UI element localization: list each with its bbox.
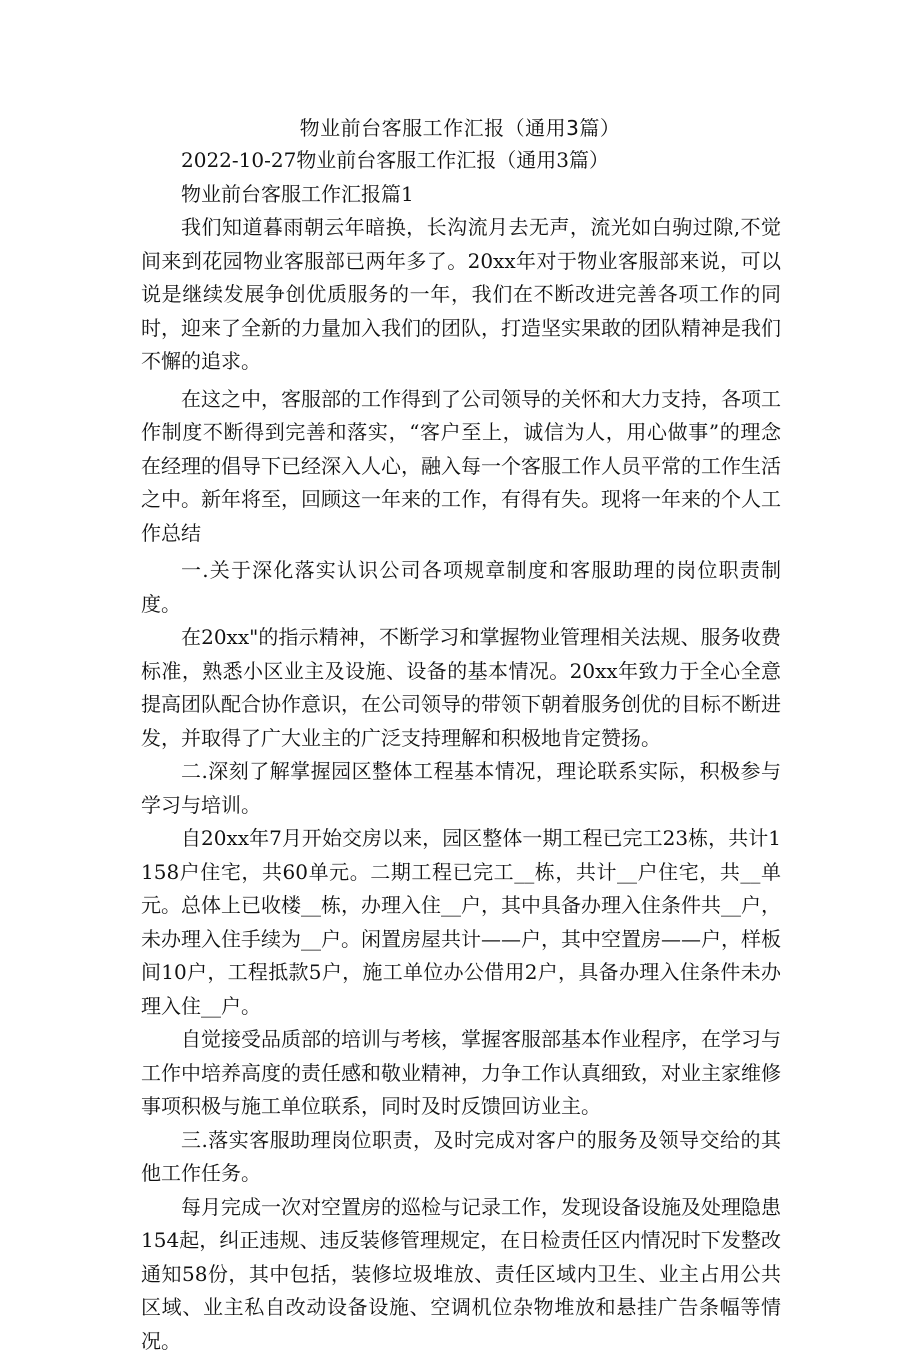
paragraph: 在20xx"的指示精神，不断学习和掌握物业管理相关法规、服务收费标准，熟悉小区业主及设施、设备的基本情况。20xx年致力于全心全意提高团队配合协作意识，在公司领导的带领下朝着服务创优的目标不断进发，并取得了广大业主的广泛支持理解和积极地肯定赞扬。: [141, 621, 781, 755]
section-heading: 二.深刻了解掌握园区整体工程基本情况，理论联系实际，积极参与学习与培训。: [141, 755, 781, 822]
document-body: [141, 144, 781, 1358]
paragraph: 每月完成一次对空置房的巡检与记录工作，发现设备设施及处理隐患154起，纠正违规、违反装修管理规定，在日检责任区内情况时下发整改通知58份，其中包括，装修垃圾堆放、责任区域内卫生、业主占用公共区域、业主私自改动设备设施、空调机位杂物堆放和悬挂广告条幅等情况。: [141, 1191, 781, 1358]
paragraph: 自20xx年7月开始交房以来，园区整体一期工程已完工23栋，共计1158户住宅，共60单元。二期工程已完工__栋，共计__户住宅，共__单元。总体上已收楼__栋，办理入住__户，其中具备办理入住条件共__户，未办理入住手续为__户。闲置房屋共计——户，其中空置房——户，样板间10户，工程抵款5户，施工单位办公借用2户，具备办理入住条件未办理入住__户。: [141, 822, 781, 1023]
paragraph: 在这之中，客服部的工作得到了公司领导的关怀和大力支持，各项工作制度不断得到完善和落实，“客户至上，诚信为人，用心做事”的理念在经理的倡导下已经深入人心，融入每一个客服工作人员平常的工作生活之中。新年将至，回顾这一年来的工作，有得有失。现将一年来的个人工作总结: [141, 383, 781, 551]
meta-line: 2022-10-27物业前台客服工作汇报（通用3篇）: [141, 144, 781, 178]
paragraph: 我们知道暮雨朝云年暗换，长沟流月去无声，流光如白驹过隙,不觉间来到花园物业客服部已两年多了。20xx年对于物业客服部来说，可以说是继续发展争创优质服务的一年，我们在不断改进完善各项工作的同时，迎来了全新的力量加入我们的团队，打造坚实果敢的团队精神是我们不懈的追求。: [141, 211, 781, 379]
paragraph: 自觉接受品质部的培训与考核，掌握客服部基本作业程序，在学习与工作中培养高度的责任感和敬业精神，力争工作认真细致，对业主家维修事项积极与施工单位联系，同时及时反馈回访业主。: [141, 1023, 781, 1124]
section-heading: 一.关于深化落实认识公司各项规章制度和客服助理的岗位职责制度。: [141, 554, 781, 621]
document-title: 物业前台客服工作汇报（通用3篇）: [0, 114, 920, 142]
chapter-heading: 物业前台客服工作汇报篇1: [141, 178, 781, 212]
section-heading: 三.落实客服助理岗位职责，及时完成对客户的服务及领导交给的其他工作任务。: [141, 1124, 781, 1191]
